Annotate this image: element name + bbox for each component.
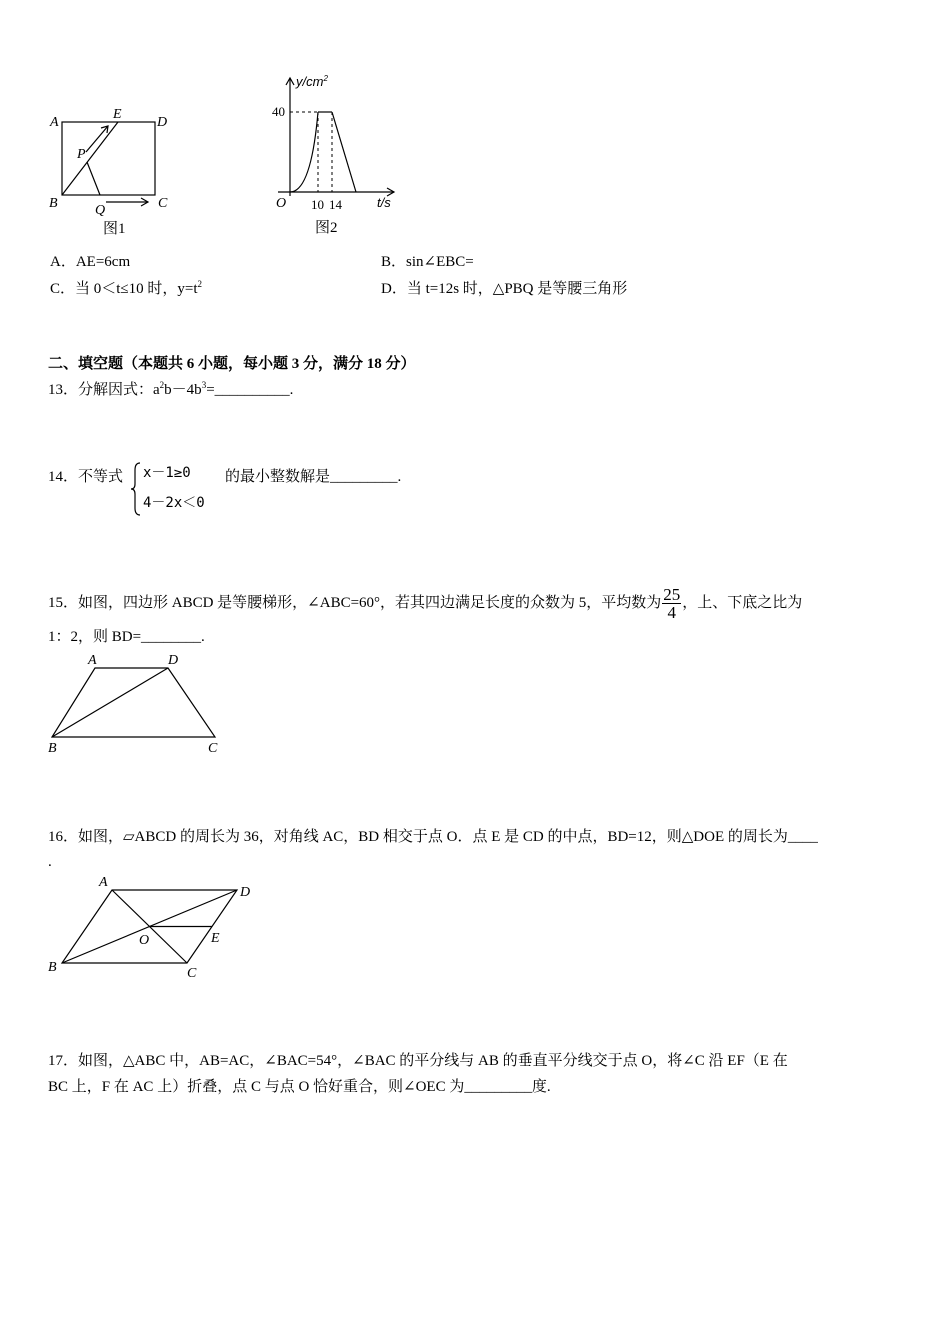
q13-text-2: b－4b bbox=[164, 382, 202, 398]
fig2-x-label: t/s bbox=[377, 195, 391, 210]
q16-label-c: C bbox=[187, 966, 197, 981]
q15-frac-numerator: 25 bbox=[663, 585, 681, 604]
figure-2 bbox=[272, 74, 394, 236]
fig2-x-tick-14: 14 bbox=[329, 197, 342, 212]
q15-diagonal-bd bbox=[52, 668, 168, 737]
q14-suffix: 的最小整数解是_________. bbox=[225, 469, 402, 485]
fig2-x-tick-10: 10 bbox=[311, 197, 324, 212]
fig1-label-e: E bbox=[113, 107, 122, 122]
q15-label-d: D bbox=[168, 653, 179, 668]
question-17-line-2: BC 上，F 在 AC 上）折叠，点 C 与点 O 恰好重合，则∠OEC 为_________度. bbox=[48, 1079, 551, 1095]
fig1-label-d: D bbox=[157, 115, 168, 130]
question-13 bbox=[48, 381, 293, 399]
fig1-caption: 图1 bbox=[103, 221, 126, 237]
option-d: D．当 t=12s 时，△PBQ 是等腰三角形 bbox=[381, 281, 628, 297]
question-15-line-1 bbox=[48, 586, 802, 621]
fig1-line-pq bbox=[87, 162, 100, 195]
fig2-curve bbox=[290, 112, 318, 192]
q15-frac-denominator: 4 bbox=[667, 603, 677, 622]
q15-fraction bbox=[662, 586, 681, 621]
fig2-y-label-text: y/cm bbox=[296, 74, 324, 89]
q15-text-before: 15．如图，四边形 ABCD 是等腰梯形，∠ABC=60°，若其四边满足长度的众数为 5，平均数为 bbox=[48, 594, 662, 611]
q16-label-o: O bbox=[139, 933, 150, 948]
q15-figure bbox=[48, 653, 218, 756]
q14-system-line-2: 4－2x＜0 bbox=[143, 495, 205, 511]
figure-1 bbox=[49, 107, 168, 237]
fig2-y-label-sup: 2 bbox=[323, 74, 328, 83]
q16-label-a: A bbox=[99, 875, 108, 890]
q16-label-d: D bbox=[240, 885, 251, 900]
q14-prefix: 14．不等式 bbox=[48, 469, 124, 485]
option-c bbox=[50, 280, 202, 298]
fig2-y-tick: 40 bbox=[272, 104, 285, 119]
q16-figure bbox=[48, 875, 250, 981]
q14-system-line-1: x－1≥0 bbox=[143, 465, 191, 481]
section-heading: 二、填空题（本题共 6 小题，每小题 3 分，满分 18 分） bbox=[48, 356, 416, 372]
q15-label-a: A bbox=[88, 653, 97, 668]
option-a: A．AE=6cm bbox=[50, 254, 131, 270]
fig1-rectangle bbox=[62, 122, 155, 195]
fig2-descent bbox=[332, 112, 356, 192]
question-16-line-1: 16．如图，▱ABCD 的周长为 36，对角线 AC，BD 相交于点 O．点 E 是 CD 的中点，BD=12，则△DOE 的周长为____ bbox=[48, 829, 818, 845]
fig1-label-p: P bbox=[77, 147, 86, 162]
q16-label-e: E bbox=[211, 931, 220, 946]
q15-label-c: C bbox=[208, 741, 218, 756]
fig2-origin: O bbox=[276, 196, 287, 211]
option-c-text: C．当 0＜t≤10 时，y=t bbox=[50, 281, 198, 297]
q13-sup-2: 3 bbox=[201, 380, 207, 390]
q15-label-b: B bbox=[48, 741, 57, 756]
fig1-label-b: B bbox=[49, 196, 58, 211]
fig1-line-be bbox=[62, 122, 118, 195]
question-17-line-1: 17．如图，△ABC 中，AB=AC，∠BAC=54°，∠BAC 的平分线与 AB 的垂直平分线交于点 O，将∠C 沿 EF（E 在 bbox=[48, 1053, 788, 1069]
fig2-caption: 图2 bbox=[315, 220, 338, 236]
q13-text-1: 13．分解因式：a bbox=[48, 382, 160, 398]
q16-label-b: B bbox=[48, 960, 57, 975]
fig1-label-a: A bbox=[50, 115, 59, 130]
q15-text-after: ，上、下底之比为 bbox=[682, 594, 803, 611]
question-15-line-2: 1：2，则 BD=________. bbox=[48, 629, 205, 645]
fig1-label-c: C bbox=[158, 196, 168, 211]
q13-sup-1: 2 bbox=[159, 380, 165, 390]
q13-text-3: =__________. bbox=[206, 382, 294, 398]
option-c-sup: 2 bbox=[197, 279, 203, 289]
question-16-line-2: . bbox=[48, 854, 52, 870]
q14-system-brace bbox=[131, 463, 140, 515]
fig2-y-label bbox=[295, 74, 328, 89]
fig1-label-q: Q bbox=[95, 203, 106, 218]
option-b: B．sin∠EBC= bbox=[381, 254, 474, 270]
q15-trapezoid bbox=[52, 668, 215, 737]
